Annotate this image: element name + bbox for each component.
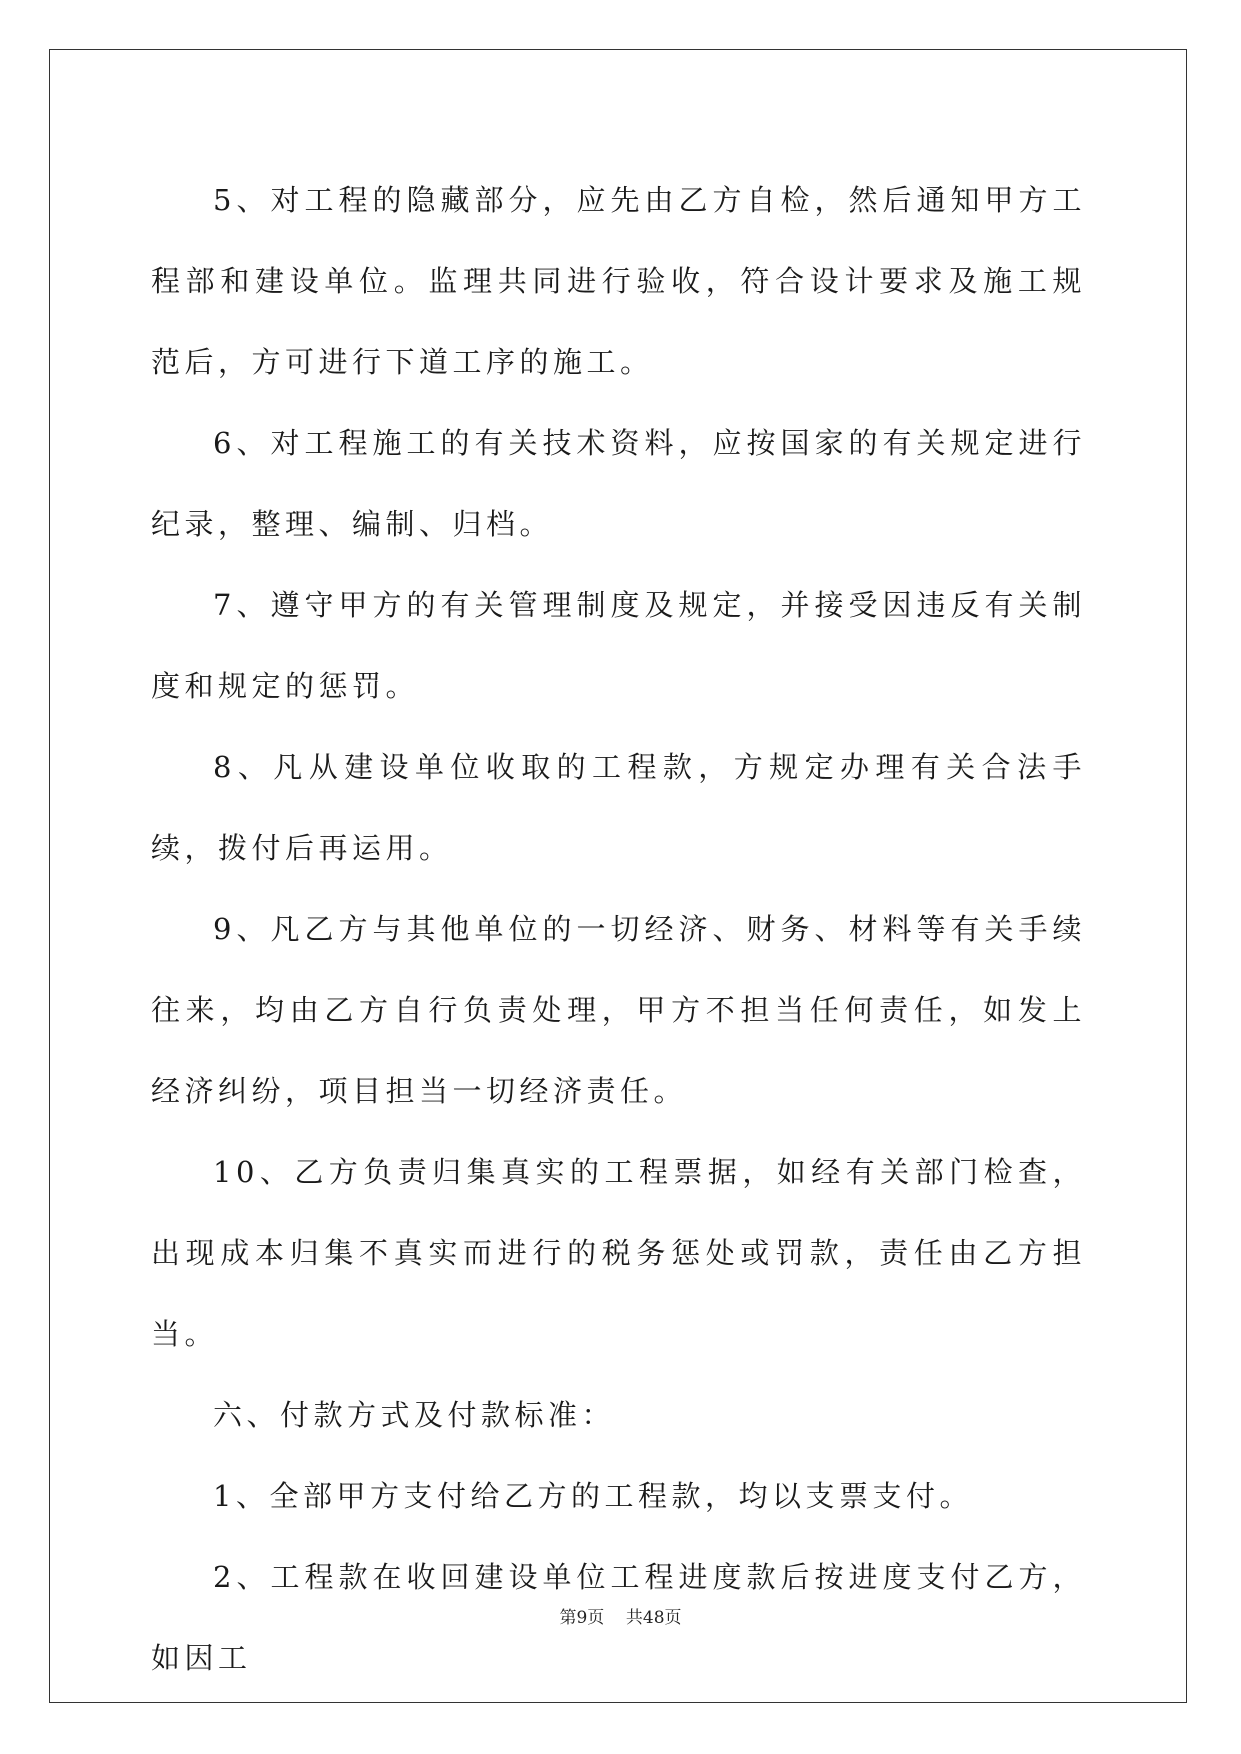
document-body xyxy=(151,160,1086,1699)
paragraph-item-9: 9、凡乙方与其他单位的一切经济、财务、材料等有关手续往来，均由乙方自行负责处理，甲方不担当任何责任，如发上经济纠纷，项目担当一切经济责任。 xyxy=(151,912,1086,1108)
page-number-label: 第9页 共48页 xyxy=(559,1608,682,1628)
paragraph-payment-1: 1、全部甲方支付给乙方的工程款，均以支票支付。 xyxy=(213,1479,973,1513)
paragraph-item-6: 6、对工程施工的有关技术资料，应按国家的有关规定进行纪录，整理、编制、归档。 xyxy=(151,426,1086,541)
page-footer xyxy=(0,1603,1241,1628)
paragraph-item-7: 7、遵守甲方的有关管理制度及规定，并接受因违反有关制度和规定的惩罚。 xyxy=(151,588,1086,703)
paragraph-payment-2: 2、工程款在收回建设单位工程进度款后按进度支付乙方，如因工 xyxy=(151,1560,1086,1675)
paragraph-item-10: 10、乙方负责归集真实的工程票据，如经有关部门检查，出现成本归集不真实而进行的税务惩处或罚款，责任由乙方担当。 xyxy=(151,1155,1086,1351)
paragraph-item-8: 8、凡从建设单位收取的工程款，方规定办理有关合法手续，拨付后再运用。 xyxy=(151,750,1086,865)
paragraph-item-5: 5、对工程的隐藏部分，应先由乙方自检，然后通知甲方工程部和建设单位。监理共同进行验收，符合设计要求及施工规范后，方可进行下道工序的施工。 xyxy=(151,183,1086,379)
section-heading-payment: 六、付款方式及付款标准： xyxy=(213,1398,616,1432)
